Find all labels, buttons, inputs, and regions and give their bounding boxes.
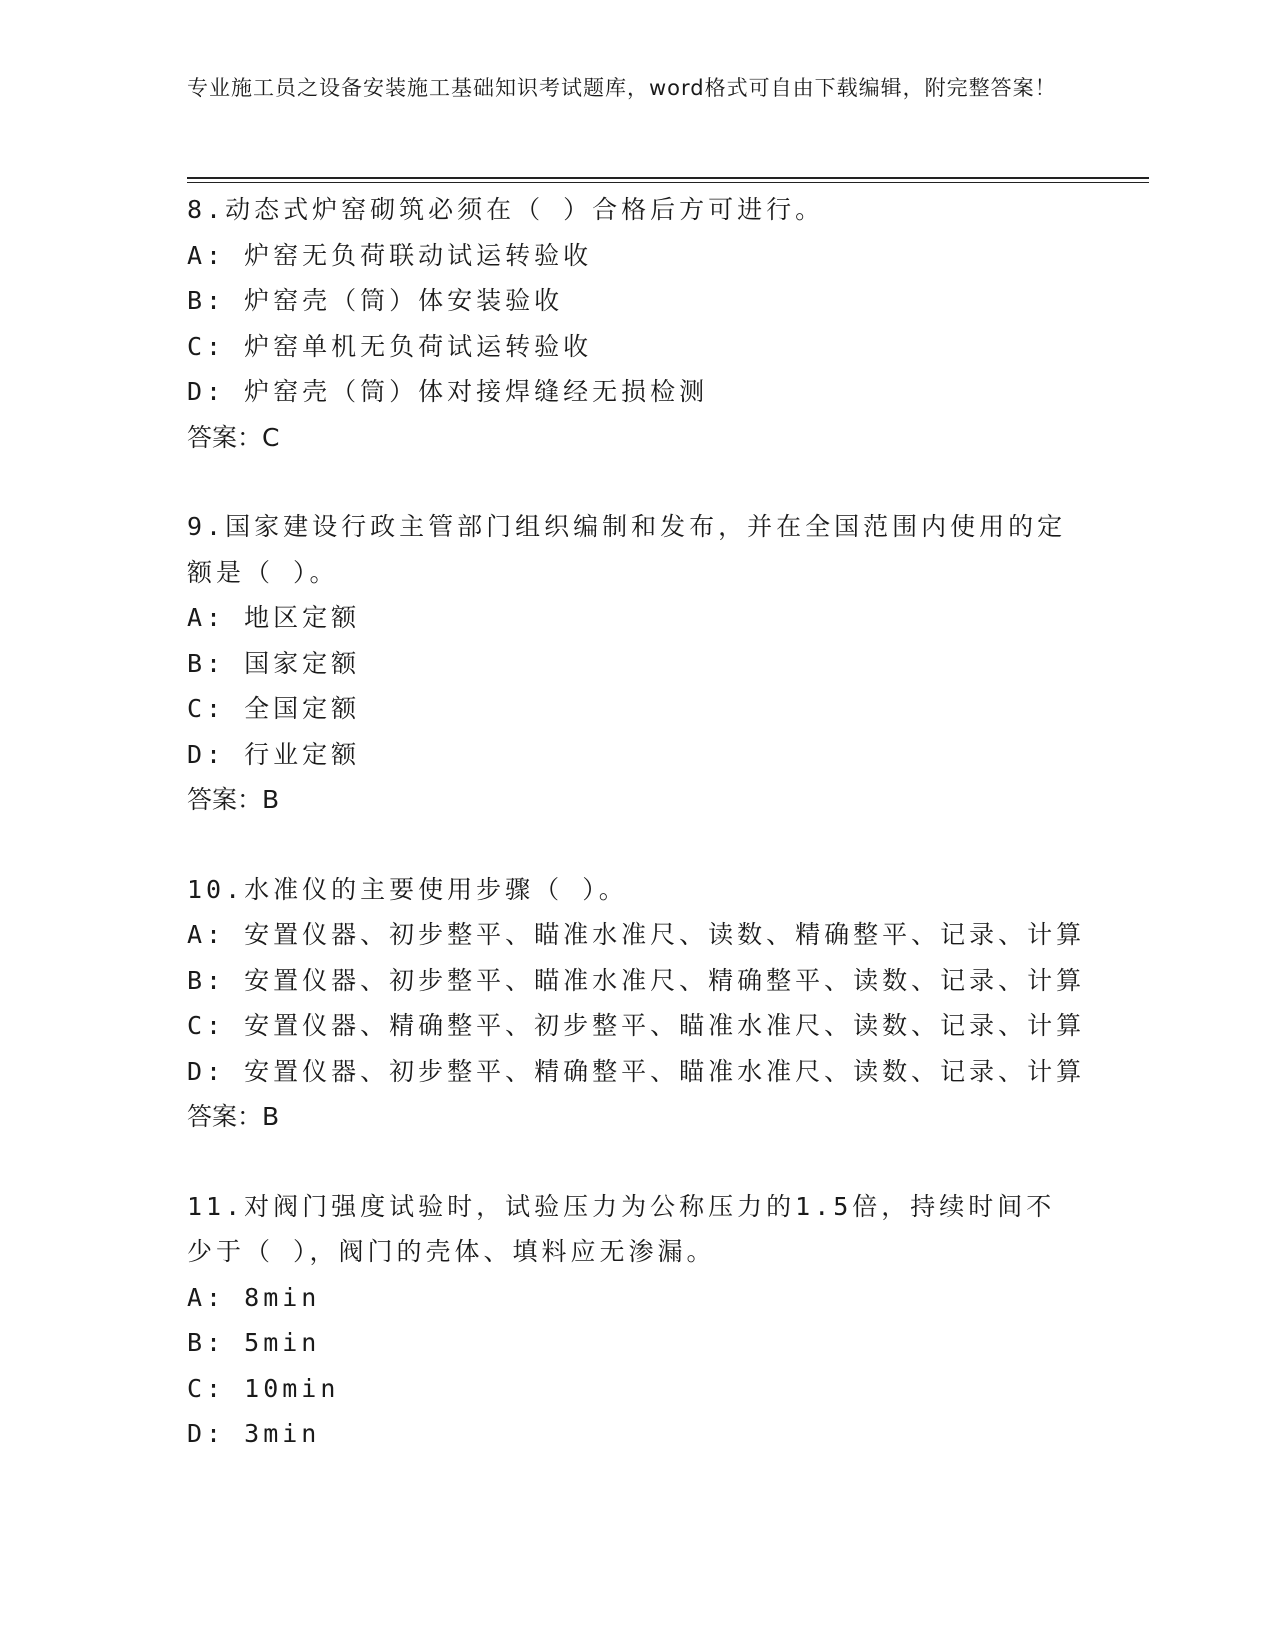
option-b: B: 安置仪器、初步整平、瞄准水准尺、精确整平、读数、记录、计算 xyxy=(187,965,1086,995)
option-b: B: 炉窑壳（筒）体安装验收 xyxy=(187,286,564,315)
option-d: D: 行业定额 xyxy=(187,739,361,769)
option-b: B: 5min xyxy=(187,1328,321,1357)
option-c: C: 全国定额 xyxy=(187,694,361,723)
option-d: D: 3min xyxy=(187,1419,321,1448)
option-b: B: 国家定额 xyxy=(187,648,361,678)
answer: 答案：B xyxy=(187,785,280,814)
question-stem: 10.水准仪的主要使用步骤（ ）。 xyxy=(187,874,628,904)
option-a: A: 地区定额 xyxy=(187,603,361,632)
option-d: D: 安置仪器、初步整平、精确整平、瞄准水准尺、读数、记录、计算 xyxy=(187,1056,1086,1086)
option-d: D: 炉窑壳（筒）体对接焊缝经无损检测 xyxy=(187,377,709,406)
header-divider xyxy=(187,177,1149,179)
question-11 xyxy=(187,1184,1147,1457)
answer: 答案：C xyxy=(187,422,280,452)
question-9 xyxy=(187,504,1147,823)
document-header: 专业施工员之设备安装施工基础知识考试题库，word格式可自由下载编辑，附完整答案！ xyxy=(187,76,1057,100)
question-list xyxy=(187,187,1147,1501)
option-a: A: 8min xyxy=(187,1282,321,1312)
option-c: C: 10min xyxy=(187,1373,340,1403)
header-divider-thin xyxy=(187,182,1149,183)
question-stem: 8.动态式炉窑砌筑必须在（ ）合格后方可进行。 xyxy=(187,195,825,224)
question-stem: 9.国家建设行政主管部门组织编制和发布，并在全国范围内使用的定额是（ ）。 xyxy=(187,512,1067,587)
question-10 xyxy=(187,867,1147,1140)
option-a: A: 炉窑无负荷联动试运转验收 xyxy=(187,240,593,270)
question-8 xyxy=(187,187,1147,460)
option-a: A: 安置仪器、初步整平、瞄准水准尺、读数、精确整平、记录、计算 xyxy=(187,920,1086,949)
question-stem: 11.对阀门强度试验时，试验压力为公称压力的1.5倍，持续时间不少于（ ），阀门的壳体、填料应无渗漏。 xyxy=(187,1191,1056,1266)
option-c: C: 炉窑单机无负荷试运转验收 xyxy=(187,331,593,361)
answer: 答案：B xyxy=(187,1102,280,1131)
option-c: C: 安置仪器、精确整平、初步整平、瞄准水准尺、读数、记录、计算 xyxy=(187,1011,1086,1040)
